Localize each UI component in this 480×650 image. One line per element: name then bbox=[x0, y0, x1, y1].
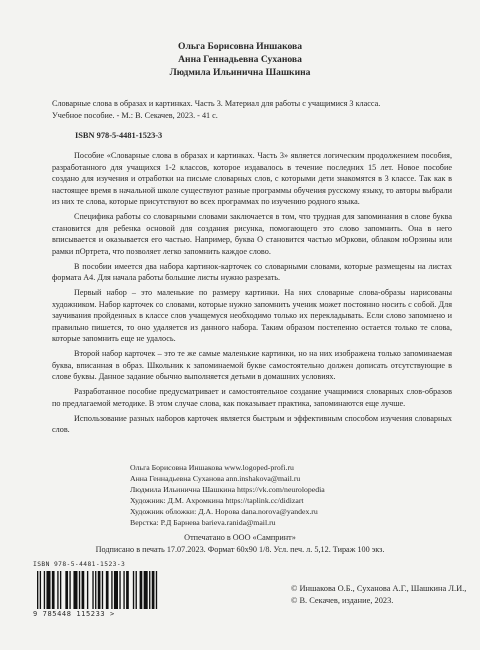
credits-block bbox=[130, 462, 325, 528]
barcode-bar bbox=[92, 571, 93, 609]
barcode-bar bbox=[69, 571, 70, 609]
barcode-bar bbox=[37, 571, 38, 609]
barcode-bar bbox=[60, 571, 61, 609]
barcode-bar bbox=[95, 571, 96, 609]
barcode-bar bbox=[136, 571, 137, 609]
barcode-bar bbox=[144, 571, 148, 609]
annotation-paragraph: Второй набор карточек – это те же самые маленькие картинки, но на них изображена только запоминаемая буква, вписанная в образ. Школьник к запоминаемой букве самостоятельно должен дописать отсутствующие в слове буквы. Данное задание обычно выполняется детьми в домашних условиях. bbox=[52, 349, 452, 382]
annotation-paragraph: Специфика работы со словарными словами заключается в том, что трудная для запоминания в слове буква становится для ребенка основой для создания рисунка, помогающего это слово запомнить. Она в него вписывается и оказывается его частью. Например, буква О становится частью мОркови, облаком юОрзины или рамки пОртрета, что позволяет легко запомнить каждое слово. bbox=[52, 212, 452, 256]
barcode-bar bbox=[40, 571, 41, 609]
credit-line: Художник: Д.М. Ахромкина https://taplink.cc/didizart bbox=[130, 496, 304, 505]
author-name: Ольга Борисовна Иншакова bbox=[177, 41, 303, 52]
barcode-bar bbox=[57, 571, 58, 609]
barcode-bar bbox=[102, 571, 103, 609]
credit-line: Анна Геннадьевна Суханова ann.inshakova@mail.ru bbox=[130, 474, 301, 483]
barcode-bar bbox=[111, 571, 112, 609]
barcode-block bbox=[33, 561, 201, 618]
isbn-label: ISBN 978-5-4481-1523-3 bbox=[75, 131, 163, 140]
barcode-bar bbox=[123, 571, 124, 609]
barcode-bar bbox=[152, 571, 155, 609]
printer-line: Отпечатано в ООО «Сампринт» bbox=[184, 533, 296, 542]
copyright-block bbox=[291, 583, 466, 607]
annotation-paragraph: Использование разных наборов карточек является быстрым и эффективным способом изучения словарных слов. bbox=[52, 413, 452, 435]
barcode-bar bbox=[133, 571, 134, 609]
annotation-paragraph: Разработанное пособие предусматривает и самостоятельное создание учащимися словарных слов-образов по предлагаемой методике. В этом случае слова, как показывает практика, запоминаются еще лучше. bbox=[52, 387, 452, 408]
annotation-text bbox=[52, 150, 452, 439]
barcode-bar bbox=[140, 571, 143, 609]
barcode-bar bbox=[126, 571, 129, 609]
barcode-number: 9 785448 115233 > bbox=[33, 610, 115, 618]
barcode-isbn-text: ISBN 978-5-4481-1523-3 bbox=[33, 561, 126, 568]
barcode-bar bbox=[119, 571, 120, 609]
description-publisher-line: Учебное пособие. - М.: В. Секачев, 2023. - 41 с. bbox=[52, 110, 218, 120]
description-title-line: Словарные слова в образах и картинках. Часть 3. Материал для работы с учащимися 3 класса. bbox=[52, 99, 381, 108]
credit-line: Художник обложки: Д.А. Норова dana.norova@yandex.ru bbox=[130, 507, 318, 516]
print-info-block bbox=[0, 532, 480, 555]
barcode-bar bbox=[114, 571, 118, 609]
barcode-bar bbox=[73, 571, 77, 609]
barcode-bar bbox=[156, 571, 157, 609]
credit-line: Людмила Ильинична Шашкина https://vk.com/neurolopedia bbox=[130, 485, 325, 494]
credit-line: Ольга Борисовна Иншакова www.logoped-profi.ru bbox=[130, 463, 294, 472]
annotation-paragraph: В пособии имеется два набора картинок-карточек со словарными словами, которые размещены на листах формата А4. Для начала работы большие листы нужно разрезать. bbox=[52, 261, 452, 283]
barcode-bar bbox=[149, 571, 150, 609]
author-name: Анна Геннадьевна Суханова bbox=[178, 54, 302, 65]
annotation-paragraph: Пособие «Словарные слова в образах и картинках. Часть 3» является логическим продолжением пособия, разработанного для учащихся 1-2 классов, которое издавалось в течение последних 15 лет. Новое пособие создано для изучения и отработки на письме словарных слов, с которыми дети знакомятся в 3 классе. Так как в настоящее время в начальной школе существуют разные программы обучения русскому языку, то авторы выбрали из них те слова, которые присутствуют во всех программах по изучению родного языка. bbox=[52, 151, 452, 207]
barcode-bar bbox=[46, 571, 50, 609]
print-details-line: Подписано в печать 17.07.2023. Формат 60x90 1/8. Усл. печ. л. 5,12. Тираж 100 экз. bbox=[95, 544, 385, 554]
barcode-bar bbox=[44, 571, 45, 609]
barcode-bar bbox=[87, 571, 88, 609]
barcode-bar bbox=[52, 571, 55, 609]
barcode-bar bbox=[65, 571, 68, 609]
authors-block bbox=[0, 40, 480, 79]
barcode-bar bbox=[98, 571, 101, 609]
copyright-line: © Иншакова О.Б., Суханова А.Г., Шашкина Л.И., bbox=[291, 584, 467, 593]
barcode-bar bbox=[106, 571, 109, 609]
copyright-line: © В. Секачев, издание, 2023. bbox=[291, 596, 394, 605]
annotation-paragraph: Первый набор – это маленькие по размеру картинки. На них словарные слова-образы нарисованы художником. Набор карточек со словами, которые нужно запомнить ученик может постоянно носить с собой. Для заучивания пройденных в классе слов учащемуся необходимо только их перекладывать. Если слово запомнено и правильно пишется, то оно удаляется из данного набора. Таким образом постепенно остается только те слова, которые запомнить еще не удалось. bbox=[52, 288, 452, 344]
barcode-bar bbox=[82, 571, 85, 609]
credit-line: Верстка: Р.Д Барнева barieva.ranida@mail.ru bbox=[130, 518, 276, 527]
bibliographic-description bbox=[52, 98, 452, 121]
barcode-bar bbox=[79, 571, 80, 609]
barcode-image bbox=[33, 571, 193, 609]
author-name: Людмила Ильинична Шашкина bbox=[169, 67, 311, 78]
